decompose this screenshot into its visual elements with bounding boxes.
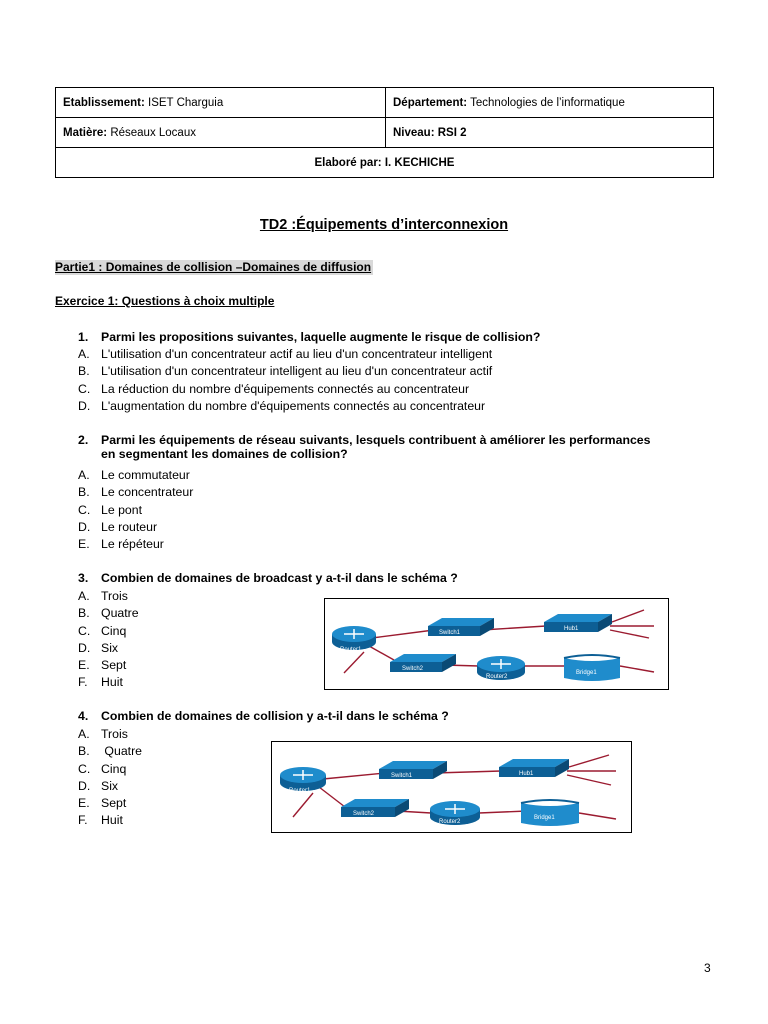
option-letter: D. <box>78 778 91 793</box>
option <box>78 398 492 415</box>
option-text: Six <box>101 778 119 793</box>
matiere-cell <box>56 118 386 148</box>
question-text: Parmi les propositions suivantes, laquelle augmente le risque de collision? <box>101 330 541 344</box>
option-letter: E. <box>78 796 90 811</box>
option <box>78 467 193 484</box>
question-number: 2. <box>78 433 89 447</box>
router2-label: Router2 <box>439 819 461 825</box>
option-text: Six <box>101 640 119 655</box>
option-text: L'augmentation du nombre d'équipements connectés au concentrateur <box>101 398 486 413</box>
option-letter: C. <box>78 502 91 517</box>
option-letter: A. <box>78 727 90 741</box>
option-letter: A. <box>78 468 90 482</box>
option-text: Huit <box>101 813 123 828</box>
elabore-par: Elaboré par: I. KECHICHE <box>56 148 714 178</box>
option-text: Sept <box>101 796 127 811</box>
question-3-options <box>78 588 139 692</box>
option-text: Le routeur <box>101 519 158 534</box>
question-2 <box>78 433 650 461</box>
option-text: Le commutateur <box>101 468 190 482</box>
option <box>78 623 139 640</box>
option-letter: F. <box>78 813 88 828</box>
option <box>78 519 193 536</box>
option-text: L'utilisation d'un concentrateur actif au lieu d'un concentrateur intelligent <box>101 347 493 361</box>
option <box>78 605 139 622</box>
option <box>78 484 193 501</box>
option-letter: D. <box>78 640 91 655</box>
question-1-options <box>78 346 492 415</box>
question-3 <box>78 571 458 585</box>
departement-value: Technologies de l’informatique <box>470 96 625 109</box>
network-diagram-2 <box>271 741 632 833</box>
option <box>78 657 139 674</box>
page-number: 3 <box>704 961 711 975</box>
switch1-icon <box>428 618 494 636</box>
option-text: Le concentrateur <box>101 485 194 500</box>
router2-label: Router2 <box>486 674 508 680</box>
bridge1-label: Bridge1 <box>534 815 555 821</box>
option <box>78 536 193 553</box>
document-title: TD2 :Équipements d’interconnexion <box>259 217 509 233</box>
question-text-continued: en segmentant les domaines de collision? <box>101 447 348 461</box>
option <box>78 778 142 795</box>
hub1-label: Hub1 <box>519 771 534 777</box>
question-2-options <box>78 467 193 553</box>
option-letter: B. <box>78 364 90 379</box>
option-letter: E. <box>78 658 90 673</box>
option <box>78 640 139 657</box>
option-text: Quatre <box>101 606 139 621</box>
niveau-cell <box>386 118 714 148</box>
departement-label: Département: <box>393 96 468 109</box>
option-letter: F. <box>78 675 88 690</box>
bridge1-label: Bridge1 <box>576 670 597 676</box>
option <box>78 726 142 743</box>
option <box>78 381 492 398</box>
etablissement-label: Etablissement: <box>63 96 145 109</box>
question-text: Parmi les équipements de réseau suivants, lesquels contribuent à améliorer les performances <box>101 433 651 447</box>
matiere-value: Réseaux Locaux <box>110 126 196 139</box>
option-letter: B. <box>78 606 90 621</box>
matiere-label: Matière: <box>63 126 108 139</box>
option-letter: D. <box>78 519 91 534</box>
switch1-label: Switch1 <box>439 630 461 636</box>
router1-label: Router1 <box>289 788 311 794</box>
question-4 <box>78 709 449 723</box>
switch2-label: Switch2 <box>353 811 375 817</box>
option <box>78 588 139 605</box>
option <box>78 502 193 519</box>
niveau-value: RSI 2 <box>437 126 467 139</box>
option-letter: E. <box>78 537 90 552</box>
question-1 <box>78 330 540 344</box>
option <box>78 363 492 380</box>
switch1-icon <box>379 761 447 779</box>
option-text: Le pont <box>101 502 143 517</box>
option <box>78 761 142 778</box>
option-letter: C. <box>78 381 91 396</box>
question-4-options <box>78 726 142 830</box>
question-number: 3. <box>78 571 89 585</box>
question-number: 4. <box>78 709 89 723</box>
option-letter: A. <box>78 347 90 361</box>
router1-label: Router1 <box>340 647 362 653</box>
question-text: Combien de domaines de broadcast y a-t-il dans le schéma ? <box>101 571 458 585</box>
option <box>78 743 142 760</box>
header-table <box>55 87 714 178</box>
option-letter: D. <box>78 398 91 413</box>
option-letter: B. <box>78 485 90 500</box>
option-text: Le répéteur <box>101 537 164 552</box>
exercice-heading: Exercice 1: Questions à choix multiple <box>55 294 275 308</box>
option-letter: A. <box>78 589 90 603</box>
option-text: Huit <box>101 675 123 690</box>
network-diagram-1 <box>324 598 669 690</box>
option-text: Cinq <box>101 623 127 638</box>
option <box>78 674 139 691</box>
switch2-icon <box>341 799 409 817</box>
option <box>78 795 142 812</box>
etablissement-value: ISET Charguia <box>148 96 224 109</box>
option-letter: C. <box>78 623 91 638</box>
option-letter: B. <box>78 744 90 759</box>
option-text: Cinq <box>101 761 127 776</box>
partie-heading: Partie1 : Domaines de collision –Domaines de diffusion <box>55 260 372 274</box>
hub1-label: Hub1 <box>564 626 579 632</box>
hub1-icon <box>499 759 569 777</box>
question-text: Combien de domaines de collision y a-t-il dans le schéma ? <box>101 709 449 723</box>
option-text: La réduction du nombre d'équipements connectés au concentrateur <box>101 381 470 396</box>
option-text: Trois <box>101 589 128 603</box>
option-text: Trois <box>101 727 128 741</box>
option-text: Sept <box>101 658 127 673</box>
niveau-label: Niveau: <box>393 126 435 139</box>
option-text: Quatre <box>101 744 143 759</box>
question-number: 1. <box>78 330 89 344</box>
departement-cell <box>386 88 714 118</box>
option-text: L'utilisation d'un concentrateur intelligent au lieu d'un concentrateur actif <box>101 364 493 379</box>
etablissement-cell <box>56 88 386 118</box>
option <box>78 812 142 829</box>
switch2-label: Switch2 <box>402 666 424 672</box>
option <box>78 346 492 363</box>
switch1-label: Switch1 <box>391 773 413 779</box>
option-letter: C. <box>78 761 91 776</box>
